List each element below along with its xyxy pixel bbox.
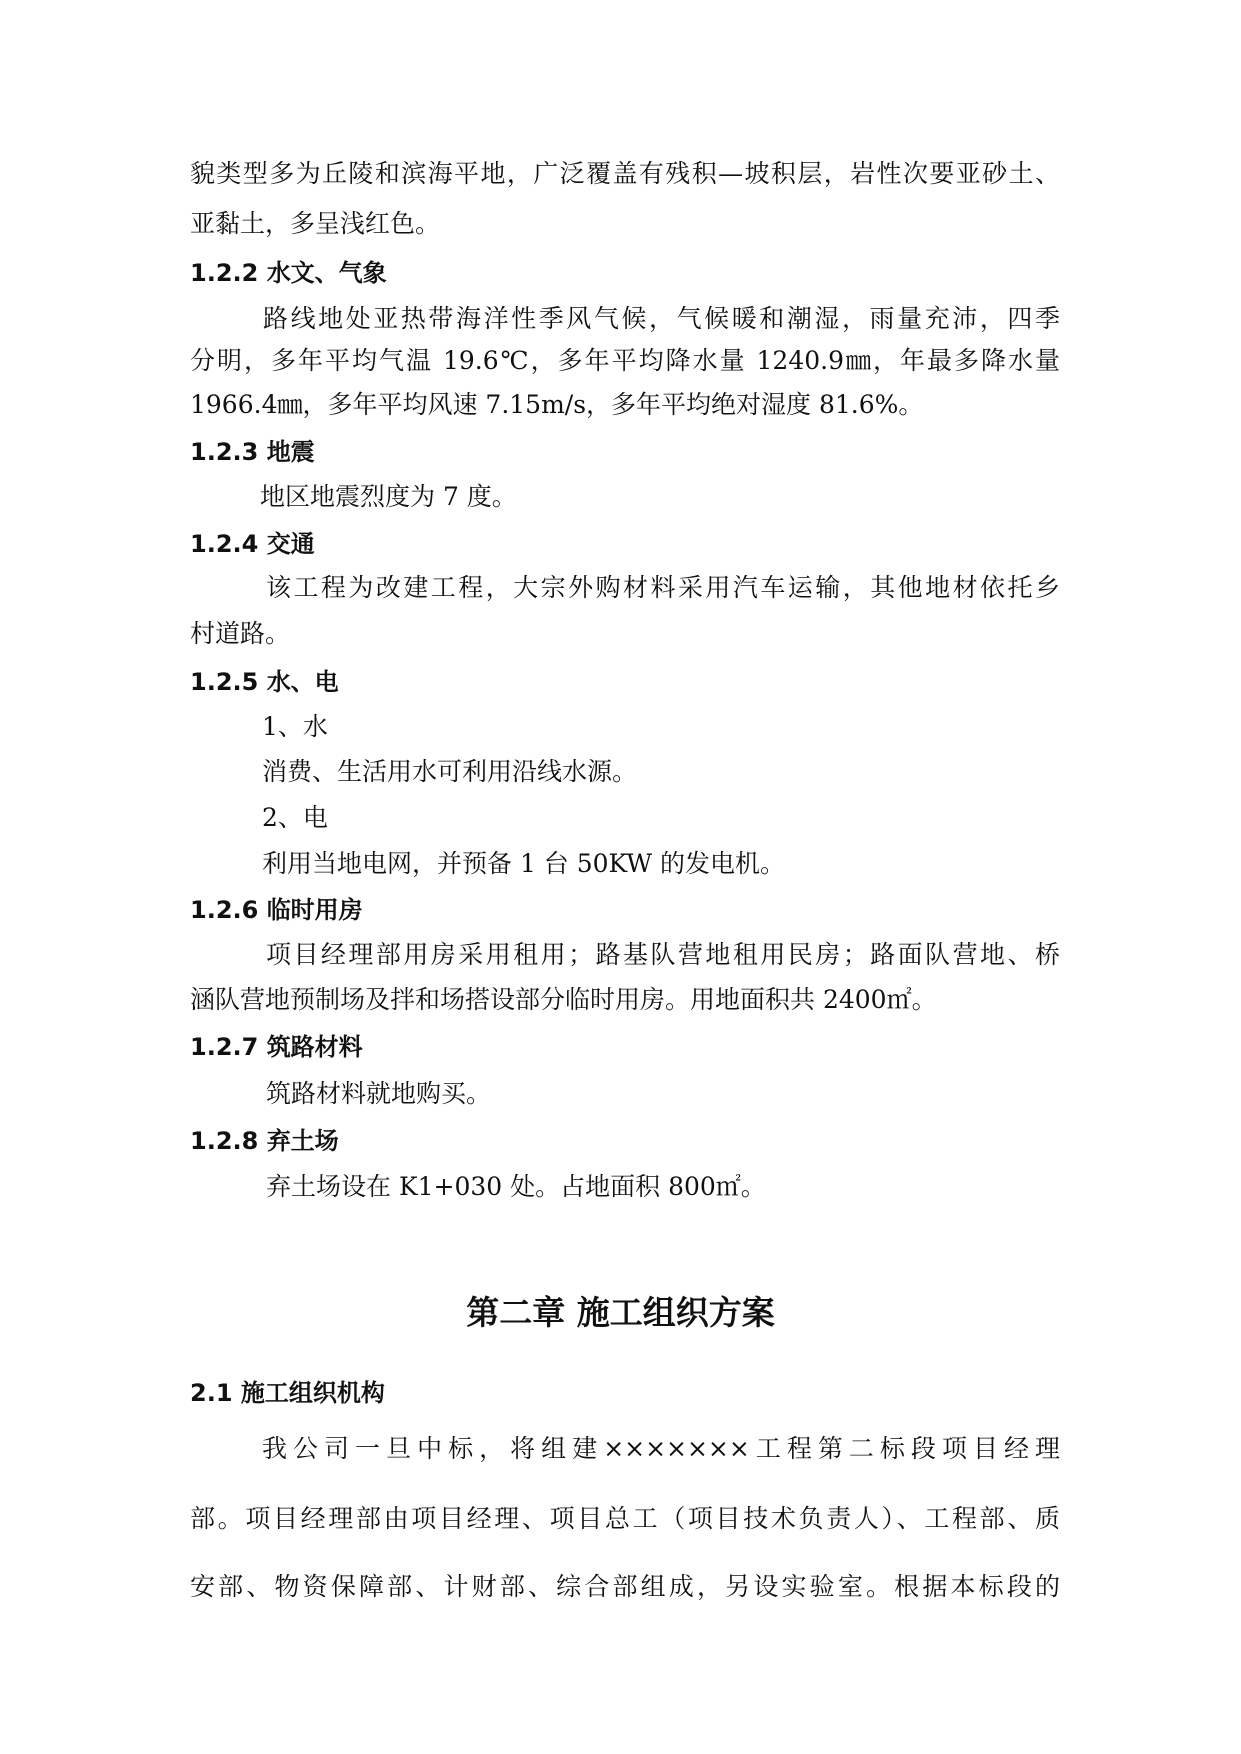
heading-2-1: 2.1 施工组织机构 bbox=[190, 1379, 385, 1407]
list-item-water-text: 消费、生活用水可利用沿线水源。 bbox=[262, 757, 638, 786]
paragraph-climate-line-2: 分明，多年平均气温 19.6℃，多年平均降水量 1240.9㎜，年最多降水量 bbox=[190, 346, 1060, 375]
list-item-power: 2、电 bbox=[262, 803, 328, 832]
intro-line-2: 亚黏土，多呈浅红色。 bbox=[190, 209, 441, 238]
heading-1-2-8: 1.2.8 弃土场 bbox=[190, 1127, 339, 1155]
paragraph-organization-line-2: 部。项目经理部由项目经理、项目总工（项目技术负责人）、工程部、质 bbox=[190, 1504, 1060, 1533]
heading-1-2-4: 1.2.4 交通 bbox=[190, 530, 315, 558]
list-item-water: 1、水 bbox=[262, 712, 328, 741]
intro-line-1: 貌类型多为丘陵和滨海平地，广泛覆盖有残积—坡积层，岩性次要亚砂土、 bbox=[190, 159, 1060, 188]
paragraph-housing-line-2: 涵队营地预制场及拌和场搭设部分临时用房。用地面积共 2400㎡。 bbox=[190, 985, 937, 1014]
paragraph-housing-line-1: 项目经理部用房采用租用；路基队营地租用民房；路面队营地、桥 bbox=[266, 940, 1060, 969]
heading-1-2-6: 1.2.6 临时用房 bbox=[190, 896, 363, 924]
paragraph-climate-line-3: 1966.4㎜，多年平均风速 7.15m/s，多年平均绝对湿度 81.6%。 bbox=[190, 390, 924, 419]
paragraph-organization-line-3: 安部、物资保障部、计财部、综合部组成，另设实验室。根据本标段的 bbox=[190, 1572, 1060, 1601]
paragraph-earthquake: 地区地震烈度为 7 度。 bbox=[260, 482, 517, 511]
paragraph-traffic-line-2: 村道路。 bbox=[190, 619, 291, 648]
paragraph-organization-line-1: 我公司一旦中标，将组建×××××××工程第二标段项目经理 bbox=[262, 1434, 1060, 1463]
heading-1-2-3: 1.2.3 地震 bbox=[190, 438, 315, 466]
paragraph-materials: 筑路材料就地购买。 bbox=[266, 1079, 492, 1108]
list-item-power-text: 利用当地电网，并预备 1 台 50KW 的发电机。 bbox=[262, 849, 785, 878]
paragraph-traffic-line-1: 该工程为改建工程，大宗外购材料采用汽车运输，其他地材依托乡 bbox=[266, 573, 1060, 602]
heading-1-2-7: 1.2.7 筑路材料 bbox=[190, 1033, 363, 1061]
heading-1-2-5: 1.2.5 水、电 bbox=[190, 668, 339, 696]
paragraph-spoil-ground: 弃土场设在 K1+030 处。占地面积 800㎡。 bbox=[266, 1172, 766, 1201]
heading-1-2-2: 1.2.2 水文、气象 bbox=[190, 259, 387, 287]
chapter-title: 第二章 施工组织方案 bbox=[466, 1293, 775, 1332]
paragraph-climate-line-1: 路线地处亚热带海洋性季风气候，气候暖和潮湿，雨量充沛，四季 bbox=[263, 304, 1060, 333]
